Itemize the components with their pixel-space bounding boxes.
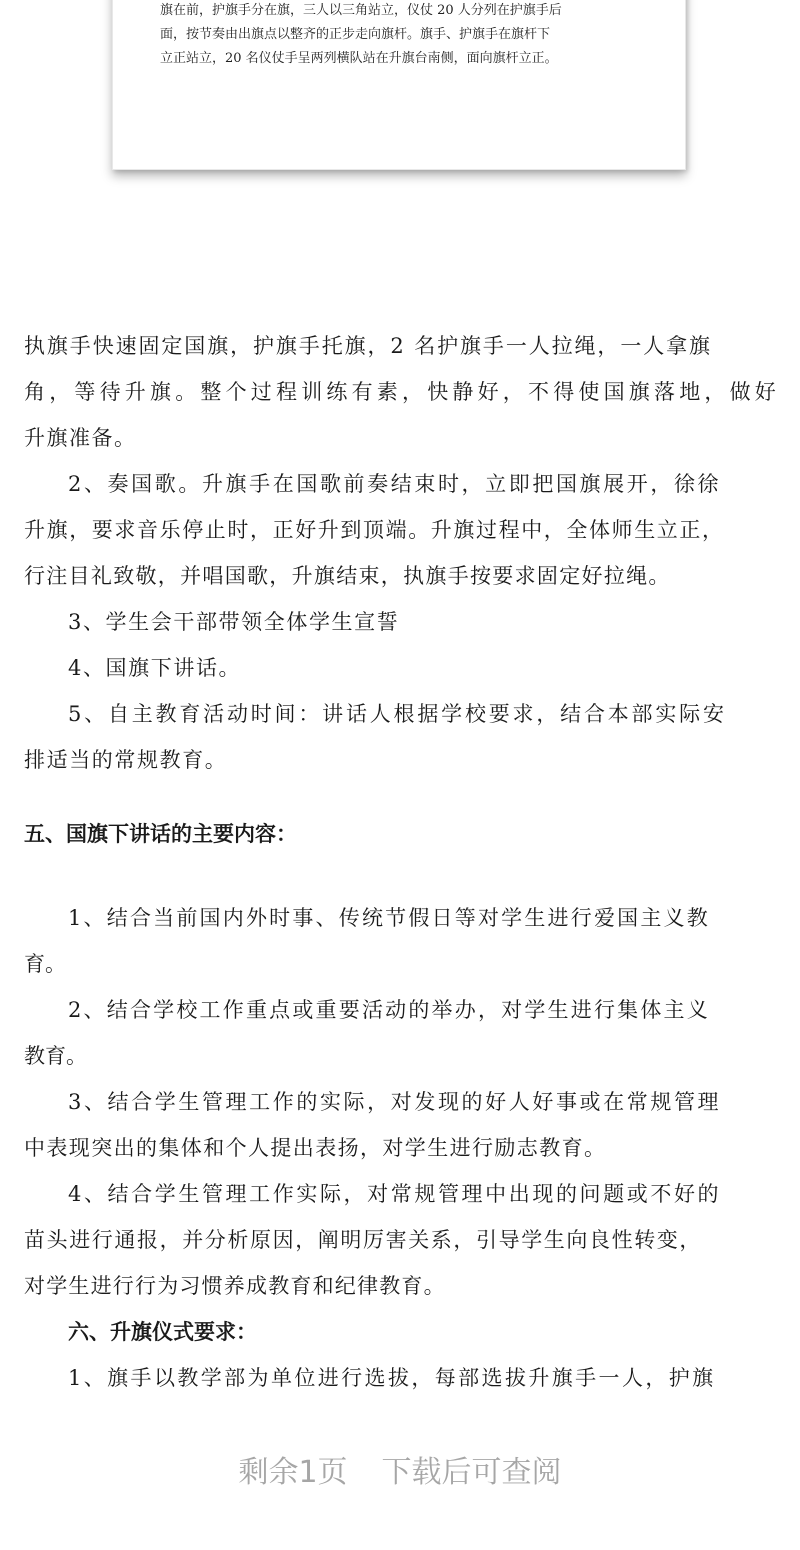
paragraph-line: 4、国旗下讲话。 (68, 656, 242, 680)
paragraph-line: 5、自主教育活动时间：讲话人根据学校要求，结合本部实际安 (68, 702, 727, 726)
paragraph-line: 行注目礼致敬，并唱国歌，升旗结束，执旗手按要求固定好拉绳。 (24, 564, 671, 588)
paragraph-line: 教育。 (24, 1044, 87, 1068)
preview-line: 旗在前，护旗手分在旗，三人以三角站立，仪仗 20 人分列在护旗手后 (160, 3, 562, 18)
download-prompt[interactable] (0, 1450, 800, 1496)
paragraph-line: 1、结合当前国内外时事、传统节假日等对学生进行爱国主义教 (68, 906, 710, 930)
paragraph-line: 排适当的常规教育。 (24, 748, 228, 772)
paragraph-line: 苗头进行通报，并分析原因，阐明厉害关系，引导学生向良性转变， (24, 1228, 702, 1252)
paragraph-line: 升旗，要求音乐停止时，正好升到顶端。升旗过程中，全体师生立正， (24, 518, 725, 542)
previous-page-preview (112, 0, 686, 170)
paragraph-line: 3、结合学生管理工作的实际，对发现的好人好事或在常规管理 (68, 1090, 722, 1114)
paragraph-line: 角，等待升旗。整个过程训练有素，快静好，不得使国旗落地，做好 (24, 380, 780, 404)
paragraph-line: 对学生进行行为习惯养成教育和纪律教育。 (24, 1274, 446, 1298)
paragraph-line: 1、旗手以教学部为单位进行选拔，每部选拔升旗手一人，护旗 (68, 1366, 716, 1390)
paragraph-line: 2、奏国歌。升旗手在国歌前奏结束时，立即把国旗展开，徐徐 (68, 472, 722, 496)
remaining-pages-label: 剩余1页 (238, 1455, 348, 1490)
paragraph-line: 育。 (24, 952, 66, 976)
section-heading: 五、国旗下讲话的主要内容： (24, 822, 297, 846)
preview-line: 面，按节奏由出旗点以整齐的正步走向旗杆。旗手、护旗手在旗杆下 (160, 27, 551, 42)
paragraph-line: 升旗准备。 (24, 426, 137, 450)
paragraph-line: 4、结合学生管理工作实际，对常规管理中出现的问题或不好的 (68, 1182, 722, 1206)
paragraph-line: 中表现突出的集体和个人提出表扬，对学生进行励志教育。 (24, 1136, 607, 1160)
preview-line: 立正站立，20 名仪仗手呈两列横队站在升旗台南侧，面向旗杆立正。 (160, 51, 558, 66)
paragraph-line: 2、结合学校工作重点或重要活动的举办，对学生进行集体主义 (68, 998, 710, 1022)
paragraph-line: 执旗手快速固定国旗，护旗手托旗，2 名护旗手一人拉绳，一人拿旗 (24, 334, 712, 358)
section-heading: 六、升旗仪式要求： (68, 1320, 257, 1344)
paragraph-line: 3、学生会干部带领全体学生宣誓 (68, 610, 400, 634)
download-to-view-label: 下载后可查阅 (381, 1455, 562, 1490)
